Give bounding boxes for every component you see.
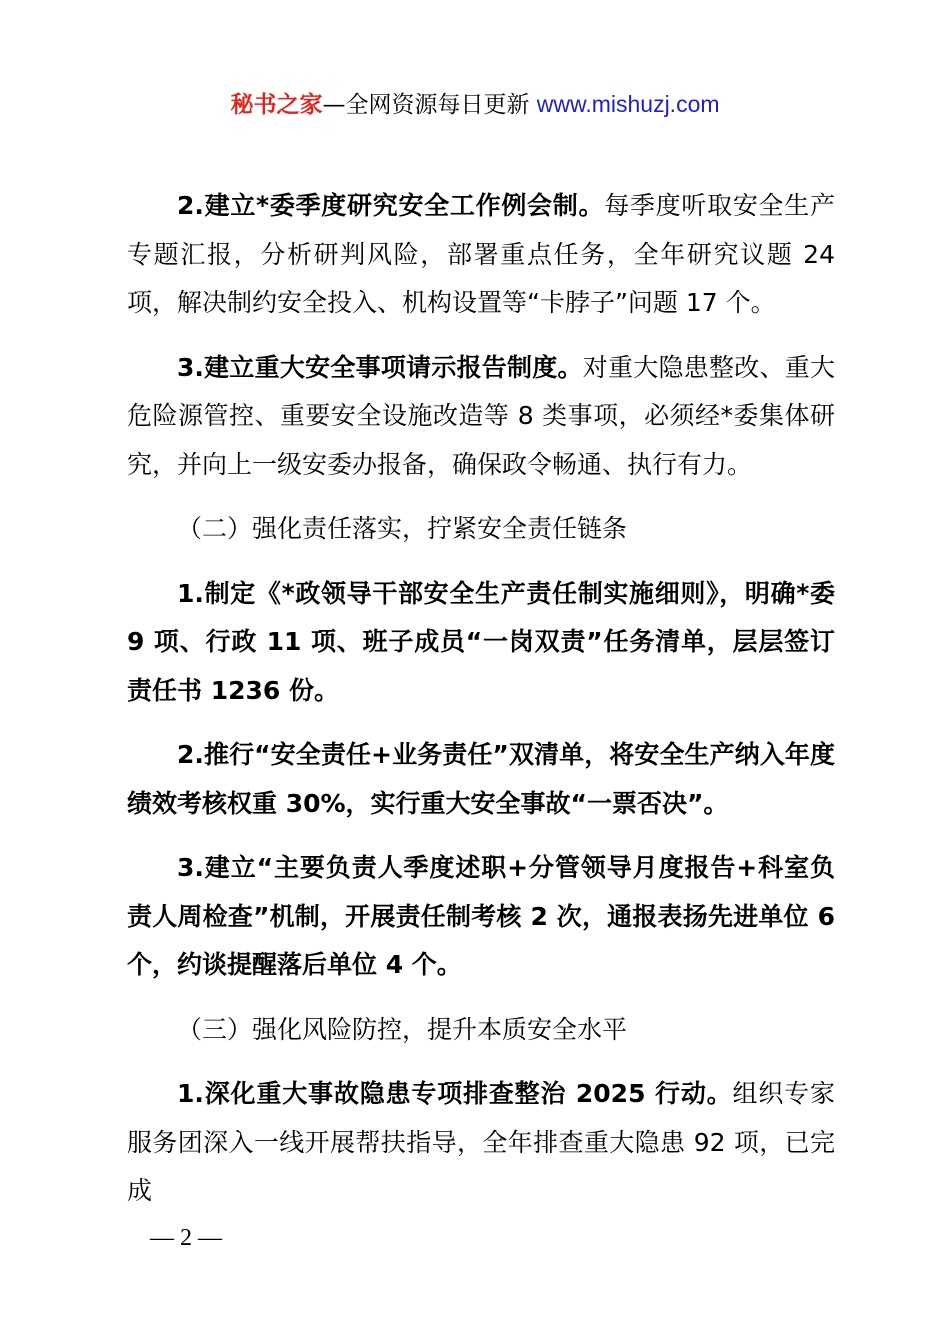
brand-slogan: —全网资源每日更新 <box>322 92 537 118</box>
section-heading-3 <box>127 1006 835 1055</box>
section-heading-text: （二）强化责任落实，拧紧安全责任链条 <box>177 514 628 543</box>
paragraph-heading: 2.建立*委季度研究安全工作例会制。 <box>177 191 605 220</box>
paragraph-heading: 2.推行“安全责任+业务责任”双清单，将安全生产纳入年度绩效考核权重 30%，实行重大安全事故“一票否决”。 <box>127 740 835 818</box>
paragraph-text: 组织专家服务团深入一线开展帮扶指导，全年排查重大隐患 92 项，已完成 <box>127 1079 835 1205</box>
brand-name: 秘书之家 <box>230 92 323 118</box>
paragraph-heading: 1.制定《*政领导干部安全生产责任制实施细则》，明确*委 9 项、行政 11 项、班子成员“一岗双责”任务清单，层层签订责任书 1236 份。 <box>127 578 835 705</box>
paragraph-heading: 1.深化重大事故隐患专项排查整治 2025 行动。 <box>177 1079 733 1108</box>
paragraph-1-hazard-inspection <box>127 1070 835 1216</box>
page-number: — 2 — <box>150 1225 222 1251</box>
paragraph-3-assessment-mechanism <box>127 844 835 990</box>
paragraph-text: 每季度听取安全生产专题汇报，分析研判风险，部署重点任务，全年研究议题 24 项，解决制约安全投入、机构设置等“卡脖子”问题 17 个。 <box>127 191 835 317</box>
paragraph-2-quarterly-meeting <box>127 182 835 328</box>
paragraph-text: 对重大隐患整改、重大危险源管控、重要安全设施改造等 8 类事项，必须经*委集体研究，并向上一级安委办报备，确保政令畅通、执行有力。 <box>127 352 835 479</box>
paragraph-1-responsibility-rules <box>127 570 835 716</box>
paragraph-3-report-system <box>127 344 835 490</box>
section-heading-2 <box>127 505 835 554</box>
document-body <box>127 182 835 1232</box>
paragraph-heading: 3.建立重大安全事项请示报告制度。 <box>177 352 583 382</box>
section-heading-text: （三）强化风险防控，提升本质安全水平 <box>177 1014 628 1044</box>
paragraph-heading: 3.建立“主要负责人季度述职+分管领导月度报告+科室负责人周检查”机制，开展责任制考核 2 次，通报表扬先进单位 6 个，约谈提醒落后单位 4 个。 <box>127 853 835 979</box>
site-url-link[interactable]: www.mishuzj.com <box>536 91 720 117</box>
paragraph-2-dual-list <box>127 731 835 828</box>
site-header <box>0 86 950 123</box>
